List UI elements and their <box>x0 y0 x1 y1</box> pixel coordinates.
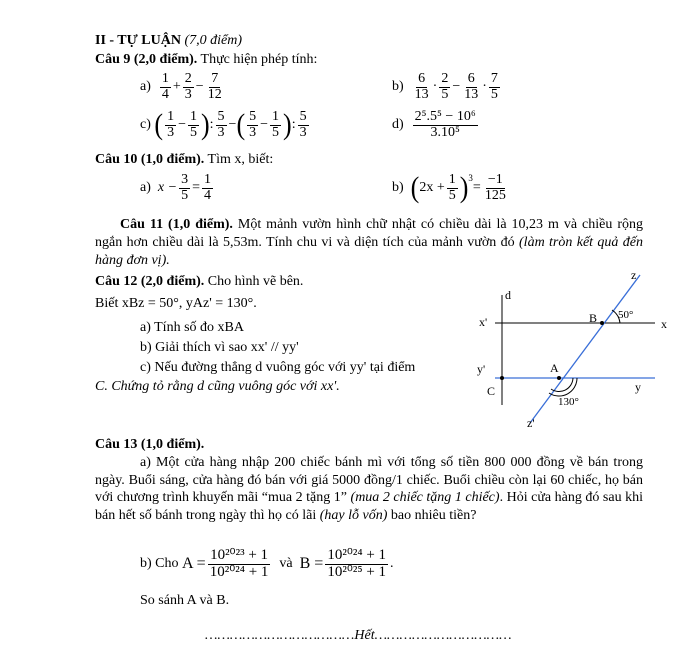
q13-and: và <box>279 556 293 572</box>
q12-a: a) Tính số đo xBA <box>140 320 244 335</box>
q9b-d2: 5 <box>441 86 449 102</box>
q13-b-den: 10²⁰²⁵ + 1 <box>327 563 387 580</box>
q13-a-lhs: A = <box>182 555 206 573</box>
q9c-paren: ( <box>236 107 246 142</box>
q9c-n5: 1 <box>272 109 280 124</box>
label-angle-bottom: 130° <box>558 396 579 408</box>
label-b: B <box>589 311 598 325</box>
q9b-dot1: · <box>432 79 438 95</box>
q9-text: Thực hiện phép tính: <box>200 52 318 67</box>
point-c <box>500 376 504 380</box>
label-x-prime: x' <box>479 315 488 329</box>
q9b-d1: 13 <box>414 86 429 102</box>
label-angle-top: 50° <box>618 309 634 321</box>
q9c-paren: ) <box>200 107 210 142</box>
q10-a <box>140 173 215 203</box>
q13-b-lhs: B = <box>299 555 324 573</box>
q10b-paren-open: ( <box>410 170 420 205</box>
q10b-rd: 125 <box>484 187 506 203</box>
q9c-n2: 1 <box>189 109 197 124</box>
q9-c-label: c) <box>140 117 151 133</box>
q10a-rd: 4 <box>203 187 211 203</box>
q9b-n2: 2 <box>441 71 449 86</box>
q9c-d3: 3 <box>217 124 225 140</box>
q10a-n: 3 <box>181 172 189 187</box>
q13-a-den: 10²⁰²⁴ + 1 <box>209 563 269 580</box>
q13-b: b) Cho A = $\frac{\text{10²⁰²³ + 1}}{\text{10²⁰²⁴ + 1}}$ và B = $\frac{\text{10²⁰²⁴ + 1}}{\text{10²⁰²⁵ + 1}}$ . <box>140 547 394 580</box>
q9a-op1: + <box>172 79 181 95</box>
q9c-n6: 5 <box>299 109 307 124</box>
q13-a-text2: . Hỏi cửa hàng đó sau khi bán hết số bánh trong ngày thì họ có lãi <box>95 490 644 523</box>
label-z: z <box>631 268 637 282</box>
q9-a <box>140 72 226 102</box>
q10-label: Câu 10 (1,0 điểm). <box>95 152 205 167</box>
q10b-paren-close: ) <box>459 170 469 205</box>
q12-given: Biết xBz = 50°, yAz' = 130°. <box>95 296 257 311</box>
q12-label: Câu 12 (2,0 điểm). <box>95 274 205 289</box>
q9-b <box>392 72 502 102</box>
q11-italic: (làm tròn kết quả đến hàng đơn vị). <box>95 235 644 268</box>
label-a: A <box>550 361 559 375</box>
q13-compare: So sánh A và B. <box>140 593 230 608</box>
q9c-n3: 5 <box>217 109 225 124</box>
q9b-dot2: · <box>482 79 487 95</box>
q9a-d3: 12 <box>207 86 222 102</box>
q9-c <box>140 107 311 142</box>
label-y: y <box>635 380 641 394</box>
q9a-d1: 4 <box>161 86 169 102</box>
q9a-n3: 7 <box>211 71 219 86</box>
q9b-d3: 13 <box>464 86 479 102</box>
q9a-n1: 1 <box>161 71 169 86</box>
q12-header <box>95 274 303 290</box>
footer-dots-left: ……………………………… <box>205 628 355 643</box>
q9-label: Câu 9 (2,0 điểm). <box>95 52 198 67</box>
q9c-paren: ( <box>154 107 164 142</box>
q9c-div: : <box>209 117 214 133</box>
q9b-d4: 5 <box>490 86 498 102</box>
label-d: d <box>505 288 511 302</box>
q12-b: b) Giải thích vì sao xx' // yy' <box>140 340 299 355</box>
q9a-n2: 2 <box>184 71 192 86</box>
q13-a-text3: bao nhiêu tiền? <box>390 507 477 523</box>
q9d-num: 2⁵.5⁵ − 10⁶ <box>414 109 476 124</box>
q13-a-italic1: (mua 2 chiếc tặng 1 chiếc) <box>350 490 500 505</box>
q9c-m2: − <box>228 117 237 133</box>
q9-b-label: b) <box>392 79 404 95</box>
footer-word: Hết <box>354 628 375 643</box>
q10b-n: 1 <box>448 172 456 187</box>
q13-label: Câu 13 (1,0 điểm). <box>95 437 205 452</box>
q9b-n1: 6 <box>418 71 426 86</box>
q10a-rn: 1 <box>203 172 211 187</box>
section-title <box>95 33 242 49</box>
q10a-eq: = <box>192 180 200 196</box>
q9c-m1: − <box>178 117 186 133</box>
q9c-d5: 5 <box>272 124 280 140</box>
q10-header <box>95 152 273 168</box>
q11-label: Câu 11 (1,0 điểm). <box>120 217 233 232</box>
q11 <box>95 216 643 270</box>
q10b-eq: = <box>472 180 481 196</box>
q9b-n4: 7 <box>490 71 498 86</box>
q9d-den: 3.10⁵ <box>430 124 460 140</box>
q10b-rn: −1 <box>487 172 503 187</box>
q12-text: Cho hình vẽ bên. <box>207 274 304 289</box>
q12-c2: C. Chứng tỏ rằng d cũng vuông góc với xx'. <box>95 379 340 394</box>
q10-a-label: a) <box>140 180 151 196</box>
q11-text: Một mảnh vườn hình chữ nhật có chiều dài là 10,23 m và chiều rộng ngắn hơn chiều dài là 5,53m. Tính chu vi và diện tích của mảnh vườn đó <box>95 217 643 250</box>
q12-c1: c) Nếu đường thẳng d vuông góc với yy' tại điểm <box>140 360 416 375</box>
q9b-minus: − <box>452 79 461 95</box>
label-x: x <box>661 317 667 331</box>
q10-text: Tìm x, biết: <box>207 152 274 167</box>
q9c-n1: 1 <box>167 109 175 124</box>
section-points: (7,0 điểm) <box>184 33 243 48</box>
geometry-figure <box>475 265 675 435</box>
q9c-n4: 5 <box>249 109 257 124</box>
q9-header <box>95 52 317 68</box>
q9-a-label: a) <box>140 79 151 95</box>
q10b-inner: 2x + <box>419 180 445 196</box>
q10a-lhs: x − <box>157 180 178 196</box>
q9c-d1: 3 <box>167 124 175 140</box>
section-title-text: II - TỰ LUẬN <box>95 33 181 48</box>
label-c: C <box>487 384 496 398</box>
q9a-op2: − <box>195 79 204 95</box>
q13-b-label: b) Cho <box>140 556 179 572</box>
point-b <box>600 321 604 325</box>
q10b-exp: 3 <box>468 173 473 183</box>
q10-b <box>392 170 510 205</box>
q9c-d4: 3 <box>249 124 257 140</box>
q9b-n3: 6 <box>467 71 475 86</box>
q9c-div2: : <box>291 117 296 133</box>
line-zz <box>530 275 640 423</box>
q9c-d2: 5 <box>189 124 197 140</box>
q9-d <box>392 110 480 140</box>
q9a-d2: 3 <box>184 86 192 102</box>
footer-dots-right: …………………………… <box>374 628 512 643</box>
footer <box>205 628 512 644</box>
q9-d-label: d) <box>392 117 404 133</box>
q9c-paren: ) <box>283 107 292 142</box>
q10b-d: 5 <box>448 187 456 203</box>
q13-a-italic2: (hay lỗ vốn) <box>319 507 388 523</box>
q9c-m3: − <box>260 117 269 133</box>
q10a-d: 5 <box>181 187 189 203</box>
point-a <box>557 376 561 380</box>
q13-a-num: 10²⁰²³ + 1 <box>210 547 269 563</box>
q13-a-text: a) Một cửa hàng nhập 200 chiếc bánh mì với tổng số tiền 800 000 đồng về bán trong ngày. Buổi sáng, cửa hàng đó bán với giá 5000 đồng/1 chiếc. Buổi chiều còn lại 60 chiếc, họ bán với chương trình khuyến mãi “mua 2 tặng 1” <box>95 455 643 505</box>
label-y-prime: y' <box>477 362 486 376</box>
label-z-prime: z' <box>527 416 535 430</box>
q9c-d6: 3 <box>299 124 307 140</box>
q13-a <box>95 454 643 524</box>
q10-b-label: b) <box>392 180 404 196</box>
q13-b-num: 10²⁰²⁴ + 1 <box>327 547 387 563</box>
